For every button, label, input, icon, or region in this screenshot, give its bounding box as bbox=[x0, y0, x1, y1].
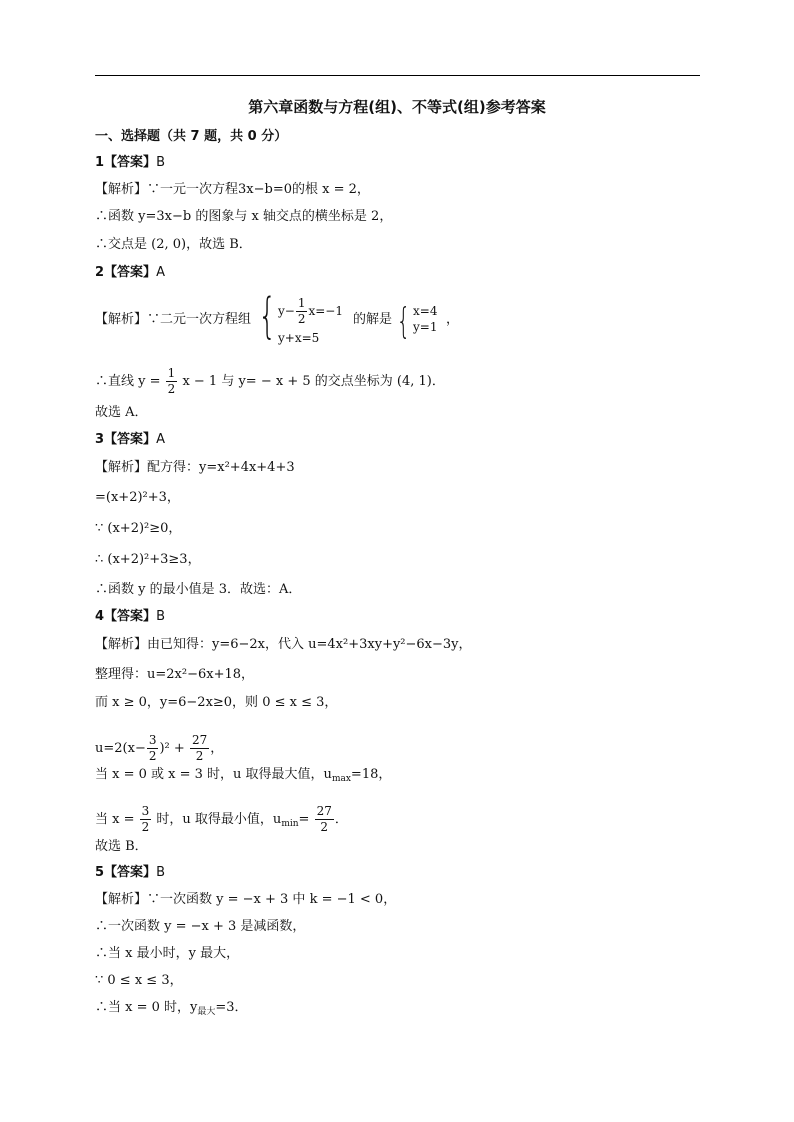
q5-line-5: ∴当 x = 0 时，$y_{最大}=3$． bbox=[95, 1000, 248, 1017]
q4-line-2: 整理得：u=2x²−6x+18， bbox=[95, 667, 255, 682]
q1-line-3: ∴交点是 (2, 0)，故选 B． bbox=[95, 237, 252, 252]
q5-line-2: ∴一次函数 y = −x + 3 是减函数， bbox=[95, 919, 306, 934]
left-brace-system: { bbox=[258, 288, 277, 344]
q4-line-3: 而 x ≥ 0，y=6−2x≥0，则 0 ≤ x ≤ 3， bbox=[95, 695, 338, 710]
system-eq-1: y− $\frac{1}{2}$ x=−1 bbox=[278, 296, 343, 326]
system-eq-2: y+x=5 bbox=[278, 331, 320, 345]
header-rule bbox=[95, 75, 700, 76]
solution-y: y=1 bbox=[413, 320, 438, 334]
q1-line-1: 【解析】∵一元一次方程3x−b=0的根 x = 2， bbox=[95, 182, 370, 197]
fraction-3-2: $\frac{3}{2}$ bbox=[148, 733, 157, 763]
q2-end: ， bbox=[446, 312, 460, 327]
q4-line-6: 当 x = $\frac{3}{2}$ 时，u 取得最小值，$u_{min}=$ $\frac{27}{2}$ ． bbox=[95, 804, 348, 834]
q2-line-3: 故选 A． bbox=[95, 405, 148, 420]
q3-line-3: ∵ (x+2)²≥0， bbox=[95, 521, 182, 536]
section-heading: 一、选择题（共 7 题，共 0 分） bbox=[95, 129, 288, 144]
q2-line-1-lead: 【解析】∵二元一次方程组 bbox=[95, 312, 252, 327]
page-title: 第六章函数与方程(组)、不等式(组)参考答案 bbox=[248, 98, 546, 116]
q4-line-1: 【解析】由已知得：y=6−2x，代入 u=4x²+3xy+y²−6x−3y， bbox=[95, 637, 472, 652]
fraction-half: $\frac{1}{2}$ bbox=[297, 296, 306, 326]
q3-line-1: 【解析】配方得：y=x²+4x+4+3 bbox=[95, 460, 295, 475]
fraction-3-2-b: $\frac{3}{2}$ bbox=[141, 804, 150, 834]
q3-line-4: ∴ (x+2)²+3≥3， bbox=[95, 552, 201, 567]
q1-answer: 1【答案】B bbox=[95, 155, 165, 170]
fraction-27-2: $\frac{27}{2}$ bbox=[191, 733, 208, 763]
fraction-27-2-b: $\frac{27}{2}$ bbox=[316, 804, 332, 834]
q4-line-4: u=2(x− $\frac{3}{2}$ )² + $\frac{27}{2}$ ， bbox=[95, 733, 224, 763]
q5-line-1: 【解析】∵一次函数 y = −x + 3 中 k = −1 < 0， bbox=[95, 892, 397, 907]
q1-line-2: ∴函数 y=3x−b 的图象与 x 轴交点的横坐标是 2， bbox=[95, 209, 393, 224]
q5-line-3: ∴当 x 最小时，y 最大， bbox=[95, 946, 240, 961]
solution-x: x=4 bbox=[413, 304, 438, 318]
q2-line-2: ∴直线 y = $\frac{1}{2}$ x − 1 与 y= − x + 5 的交点坐标为 (4, 1)． bbox=[95, 366, 445, 396]
fraction-half-2: $\frac{1}{2}$ bbox=[167, 366, 176, 396]
q3-line-2: =(x+2)²+3， bbox=[95, 490, 180, 505]
q3-line-5: ∴函数 y 的最小值是 3．故选：A． bbox=[95, 582, 302, 597]
q5-answer: 5【答案】B bbox=[95, 865, 165, 880]
left-brace-solution: { bbox=[396, 301, 411, 342]
q4-line-5: 当 x = 0 或 x = 3 时，u 取得最大值，$u_{max}=18$， bbox=[95, 767, 392, 784]
q4-answer: 4【答案】B bbox=[95, 609, 165, 624]
q2-mid: 的解是 bbox=[353, 312, 393, 327]
q5-line-4: ∵ 0 ≤ x ≤ 3， bbox=[95, 973, 183, 988]
q2-answer: 2【答案】A bbox=[95, 265, 165, 280]
q3-answer: 3【答案】A bbox=[95, 432, 165, 447]
q4-line-7: 故选 B． bbox=[95, 839, 148, 854]
